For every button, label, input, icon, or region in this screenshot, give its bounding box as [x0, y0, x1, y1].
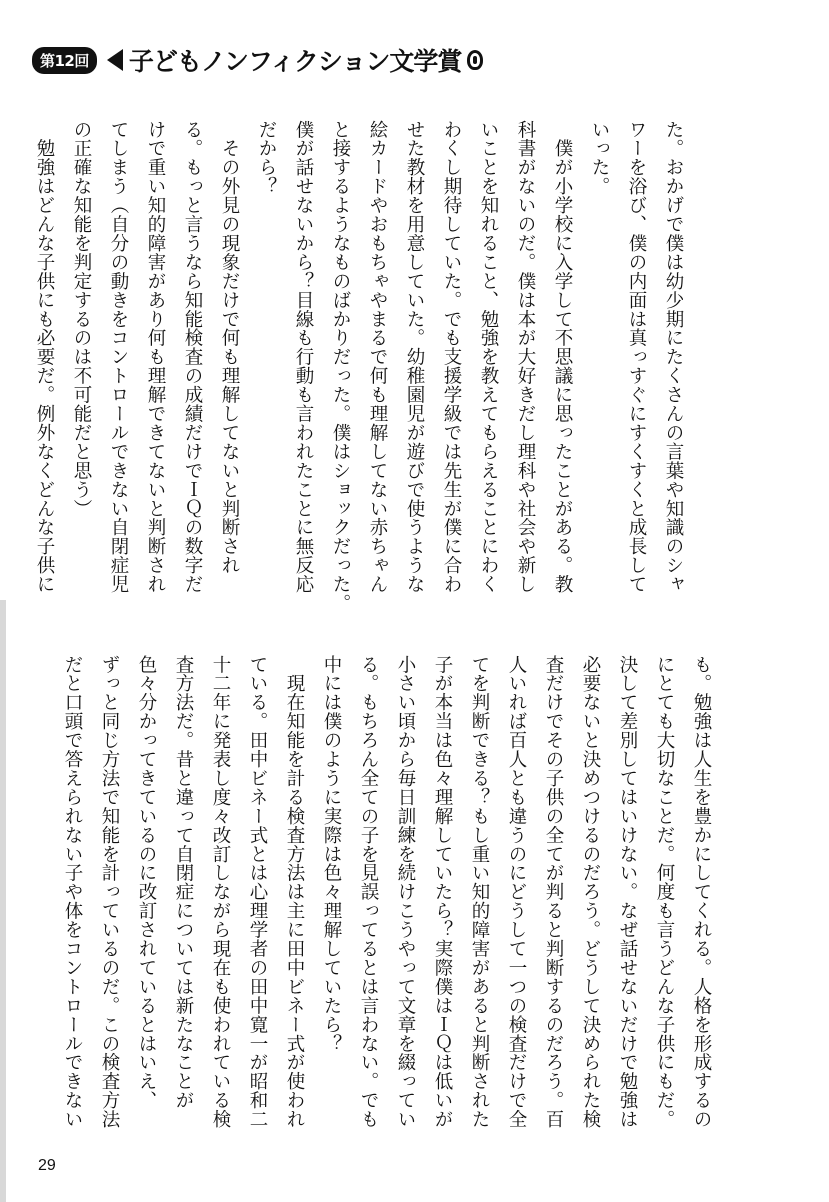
text-line: た。おかげで僕は幼少期にたくさんの言葉や知識のシャ — [663, 120, 684, 594]
left-triangle-icon — [107, 49, 123, 71]
text-line: 中には僕のように実際は色々理解していたら？ — [321, 655, 342, 1053]
text-line: 色々分かってきているのに改訂されているとはいえ、 — [136, 655, 157, 1110]
text-line: ている。田中ビネー式とは心理学者の田中寛一が昭和二 — [247, 655, 268, 1129]
text-block-bottom — [60, 655, 720, 1129]
text-line: る。もっと言うなら知能検査の成績だけでＩＱの数字だ — [182, 120, 203, 594]
series-header — [32, 42, 483, 78]
text-line: 査方法だ。昔と違って自閉症については新たなことが — [173, 655, 194, 1110]
text-line: いことを知れること、勉強を教えてもらえることにわく — [478, 120, 499, 594]
text-line: の正確な知能を判定するのは不可能だと思う） — [71, 120, 92, 518]
text-line: 僕が話せないから？目線も行動も言われたことに無反応 — [293, 120, 314, 594]
text-line: 十二年に発表し度々改訂しながら現在も使われている検 — [210, 655, 231, 1129]
text-line: 現在知能を計る検査方法は主に田中ビネー式が使われ — [284, 655, 305, 1129]
text-line: 必要ないと決めつけるのだろう。どうして決められた検 — [580, 655, 601, 1129]
pencil-icon — [467, 50, 483, 70]
series-title: 子どもノンフィクション文学賞 — [128, 47, 462, 76]
text-line: る。もちろん全ての子を見誤ってるとは言わない。でも — [358, 655, 379, 1129]
text-line: 人いれば百人とも違うのにどうして一つの検査だけで全 — [506, 655, 527, 1129]
text-line: にとても大切なことだ。何度も言うどんな子供にもだ。 — [654, 655, 675, 1129]
text-line: けで重い知的障害があり何も理解できてないと判断され — [145, 120, 166, 594]
text-line: 勉強はどんな子供にも必要だ。例外なくどんな子供に — [34, 120, 55, 594]
text-line: だと口頭で答えられない子や体をコントロールできない — [62, 655, 83, 1129]
text-line: 絵カードやおもちゃやまるで何も理解してない赤ちゃん — [367, 120, 388, 594]
text-line: ワーを浴び、僕の内面は真っすぐにすくすくと成長して — [626, 120, 647, 594]
text-line: てしまう（自分の動きをコントロールできない自閉症児 — [108, 120, 129, 594]
text-line: わくし期待していた。でも支援学級では先生が僕に合わ — [441, 120, 462, 594]
text-line: 子が本当は色々理解していたら？実際僕はＩＱは低いが — [432, 655, 453, 1129]
page-edge-shadow — [0, 600, 6, 1202]
text-line: その外見の現象だけで何も理解してないと判断され — [219, 120, 240, 575]
text-line: 決して差別してはいけない。なぜ話せないだけで勉強は — [617, 655, 638, 1129]
issue-badge: 第12回 — [32, 47, 97, 74]
page-number: 29 — [38, 1157, 56, 1174]
text-line: 査だけでその子供の全てが判ると判断するのだろう。百 — [543, 655, 564, 1129]
text-line: 小さい頃から毎日訓練を続けこうやって文章を綴ってい — [395, 655, 416, 1129]
text-line: ずっと同じ方法で知能を計っているのだ。この検査方法 — [99, 655, 120, 1129]
text-line: だから？ — [256, 120, 277, 196]
text-block-top — [34, 120, 692, 613]
text-line: てを判断できる？もし重い知的障害があると判断された — [469, 655, 490, 1129]
text-line: いった。 — [589, 120, 610, 196]
text-line: せた教材を用意していた。幼稚園児が遊びで使うような — [404, 120, 425, 594]
text-line: 僕が小学校に入学して不思議に思ったことがある。教 — [552, 120, 573, 594]
text-line: 科書がないのだ。僕は本が大好きだし理科や社会や新し — [515, 120, 536, 594]
text-line: と接するようなものばかりだった。僕はショックだった。 — [330, 120, 351, 613]
text-line: も。勉強は人生を豊かにしてくれる。人格を形成するの — [691, 655, 712, 1129]
